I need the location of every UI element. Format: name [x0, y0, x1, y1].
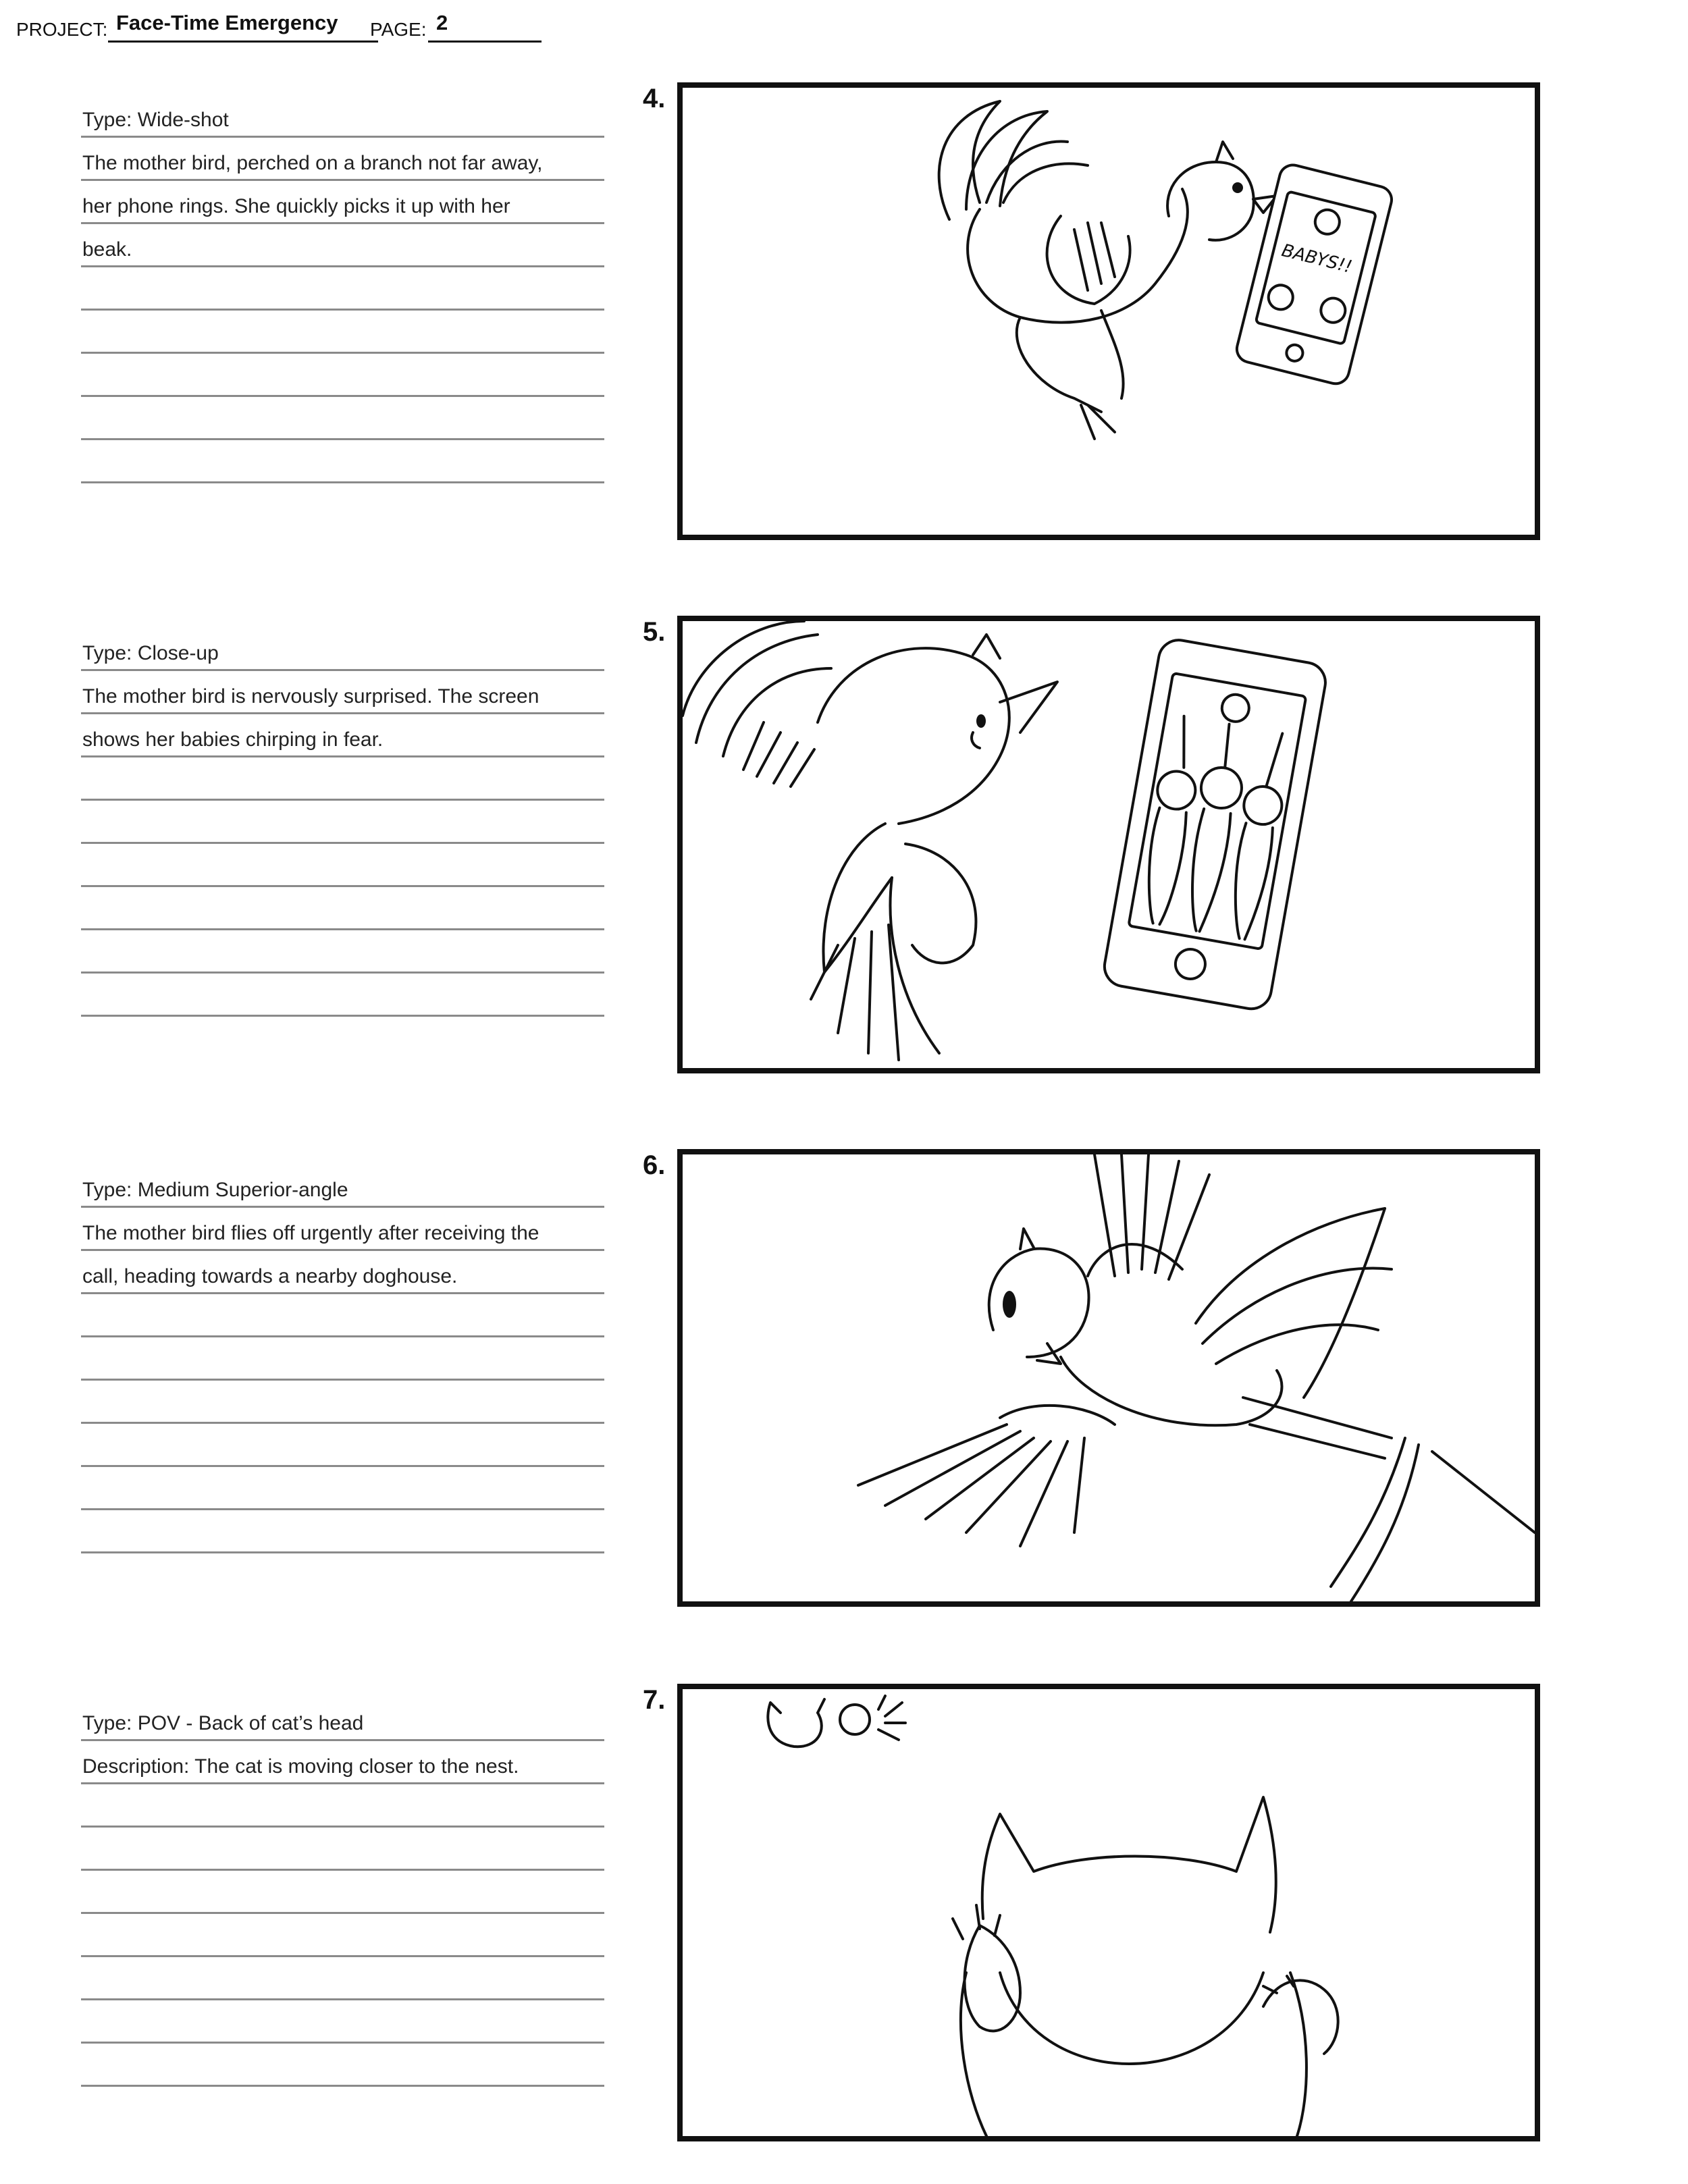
page-number: 2 [436, 11, 448, 34]
note-line [81, 267, 604, 311]
note-line [81, 887, 604, 930]
note-line [81, 1957, 604, 2000]
note-line [81, 2044, 604, 2087]
note-line [81, 440, 604, 483]
note-line [81, 1914, 604, 1957]
note-line [81, 974, 604, 1017]
shot-type: Type: Medium Superior-angle [82, 1179, 348, 1201]
phone-icon [1234, 162, 1395, 386]
note-line [81, 844, 604, 887]
note-line [81, 930, 604, 974]
panel-5-notes [81, 628, 604, 1017]
description-text: The mother bird is nervously surprised. The screen [82, 685, 539, 708]
distant-chick [840, 1705, 870, 1734]
note-line [81, 1741, 604, 1784]
eye-icon [976, 714, 986, 728]
note-line [81, 1510, 604, 1553]
panel-4-notes [81, 95, 604, 483]
shot-type: Type: Wide-shot [82, 109, 229, 131]
distant-chick [768, 1699, 824, 1747]
note-line [81, 671, 604, 714]
note-line [81, 1698, 604, 1741]
project-name: Face-Time Emergency [116, 11, 338, 34]
note-line [81, 1251, 604, 1294]
note-line [81, 757, 604, 801]
note-line [81, 95, 604, 138]
bird-with-phone-sketch [683, 88, 1535, 535]
page-label: PAGE: [370, 19, 427, 40]
panel-number: 7. [643, 1685, 666, 1715]
panel-7-frame [677, 1684, 1540, 2141]
note-line [81, 397, 604, 440]
panel-6-frame [677, 1149, 1540, 1607]
note-line [81, 1871, 604, 1914]
note-line [81, 1828, 604, 1871]
note-line [81, 181, 604, 224]
eye-icon [1003, 1291, 1016, 1318]
shot-type: Type: Close-up [82, 642, 219, 664]
note-line [81, 801, 604, 844]
phone-caption: BABYS!! [1280, 240, 1354, 278]
note-line [81, 714, 604, 757]
description-text: beak. [82, 238, 132, 261]
description-text: her phone rings. She quickly picks it up with her [82, 195, 510, 217]
note-line [81, 138, 604, 181]
note-line [81, 224, 604, 267]
storyboard-header [16, 9, 624, 50]
panel-7-notes [81, 1698, 604, 2087]
note-line [81, 1424, 604, 1467]
description-text: The mother bird flies off urgently after receiving the [82, 1222, 539, 1244]
shot-type: Type: POV - Back of cat’s head [82, 1712, 364, 1734]
project-underline [108, 41, 378, 43]
note-line [81, 1208, 604, 1251]
note-line [81, 1294, 604, 1337]
note-line [81, 1337, 604, 1381]
note-line [81, 1381, 604, 1424]
panel-5-frame [677, 616, 1540, 1073]
note-line [81, 311, 604, 354]
page-underline [428, 41, 542, 43]
flying-bird-sketch [683, 1154, 1535, 1601]
description-text: The mother bird, perched on a branch not far away, [82, 152, 543, 174]
panel-number: 5. [643, 617, 666, 647]
description-text: shows her babies chirping in fear. [82, 728, 384, 751]
surprised-bird-sketch [683, 621, 1535, 1068]
eye-icon [1232, 182, 1243, 193]
note-line [81, 2000, 604, 2044]
description-text: call, heading towards a nearby doghouse. [82, 1265, 458, 1287]
project-label: PROJECT: [16, 19, 108, 40]
note-line [81, 628, 604, 671]
panel-number: 6. [643, 1150, 666, 1180]
panel-6-notes [81, 1165, 604, 1553]
panel-number: 4. [643, 84, 666, 113]
note-line [81, 1467, 604, 1510]
phone-icon [1101, 637, 1328, 1012]
panel-4-frame [677, 82, 1540, 540]
cat-pov-sketch [683, 1689, 1535, 2136]
note-line [81, 354, 604, 397]
distant-chick [878, 1696, 905, 1740]
note-line [81, 1165, 604, 1208]
description-text: Description: The cat is moving closer to the nest. [82, 1755, 519, 1778]
note-line [81, 1784, 604, 1828]
